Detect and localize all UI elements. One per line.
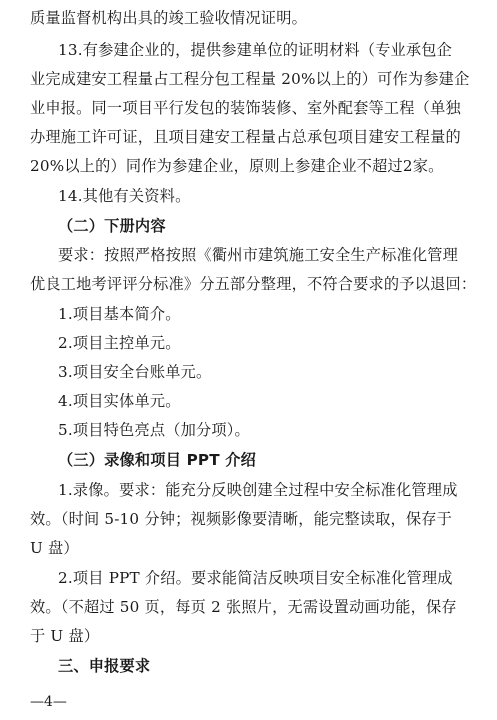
text-line: 质量监督机构出具的竣工验收情况证明。 [30,9,307,27]
text-line: U 盘） [30,539,79,557]
text-line: 20%以上的）同作为参建企业，原则上参建企业不超过2家。 [30,157,444,175]
list-item-13: 13.有参建企业的，提供参建单位的证明材料（专业承包企 [58,41,453,59]
text-line: 优良工地考评评分标准》分五部分整理，不符合要求的予以退回： [30,275,477,293]
text-line: 业申报。同一项目平行发包的装饰装修、室外配套等工程（单独 [30,99,461,117]
ppt-requirement: 2.项目 PPT 介绍。要求能简洁反映项目安全标准化管理成 [58,569,453,587]
list-item-3: 3.项目安全台账单元。 [58,363,212,381]
text-line: 业完成建安工程量占工程分包工程量 20%以上的）可作为参建企 [30,70,470,88]
section-heading-video-ppt: （三）录像和项目 PPT 介绍 [58,451,257,469]
list-item-14: 14.其他有关资料。 [58,187,191,205]
text-line: 于 U 盘） [30,627,100,645]
list-item-1: 1.项目基本简介。 [58,305,181,323]
list-item-4: 4.项目实体单元。 [58,392,181,410]
section-heading-volume-two: （二）下册内容 [58,217,166,235]
list-item-2: 2.项目主控单元。 [58,334,181,352]
text-line: 效。（不超过 50 页，每页 2 张照片，无需设置动画功能，保存 [30,598,457,616]
requirement-text: 要求：按照严格按照《衢州市建筑施工安全生产标准化管理 [58,246,459,264]
list-item-5: 5.项目特色亮点（加分项）。 [58,421,250,439]
text-line: 办理施工许可证，且项目建安工程量占总承包项目建安工程量的 [30,128,461,146]
text-line: 效。（时间 5-10 分钟；视频影像要清晰，能完整读取，保存于 [30,510,453,528]
page-number: —4— [30,694,67,710]
video-requirement: 1.录像。要求：能充分反映创建全过程中安全标准化管理成 [58,481,458,499]
section-heading-application-requirements: 三、申报要求 [58,657,151,675]
